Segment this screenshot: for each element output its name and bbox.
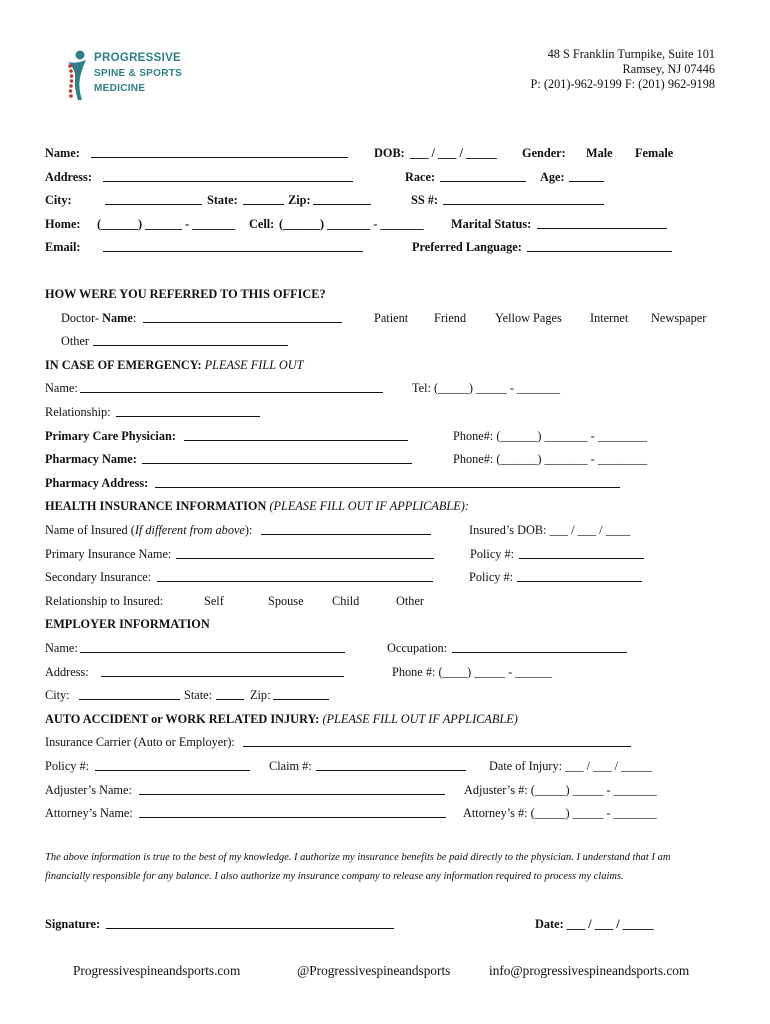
- gender-male-option[interactable]: Male: [586, 146, 613, 160]
- signature-field[interactable]: [106, 918, 394, 929]
- employer-zip-field[interactable]: [273, 689, 329, 700]
- pharmacy-address-field[interactable]: [155, 477, 620, 488]
- occupation-field[interactable]: [452, 642, 627, 653]
- cell-phone-label: Cell:: [249, 217, 275, 231]
- employer-city-field[interactable]: [79, 689, 180, 700]
- zip-field[interactable]: [313, 194, 371, 205]
- referral-option-yellow-pages[interactable]: Yellow Pages: [495, 311, 562, 325]
- primary-insurance-field[interactable]: [176, 548, 434, 559]
- footer-social[interactable]: @Progressivespineandsports: [297, 963, 451, 978]
- home-phone-label: Home:: [45, 217, 81, 231]
- primary-insurance-label: Primary Insurance Name:: [45, 547, 172, 561]
- email-field[interactable]: [103, 241, 363, 252]
- employer-state-field[interactable]: [216, 689, 244, 700]
- logo-line-1: PROGRESSIVE: [94, 52, 182, 64]
- employer-city-label: City:: [45, 688, 70, 702]
- referral-other-field[interactable]: [93, 335, 288, 346]
- language-field[interactable]: [527, 241, 672, 252]
- ss-label: SS #:: [411, 193, 438, 207]
- address-label: Address:: [45, 170, 92, 184]
- employer-zip-label: Zip:: [250, 688, 271, 702]
- referral-doctor-field[interactable]: [143, 312, 342, 323]
- relationship-option-spouse[interactable]: Spouse: [268, 594, 304, 608]
- employer-phone-field[interactable]: Phone #: (____) _____ - ______: [392, 665, 553, 679]
- logo: [58, 48, 218, 102]
- carrier-label: Insurance Carrier (Auto or Employer):: [45, 735, 235, 749]
- employer-heading: EMPLOYER INFORMATION: [45, 617, 210, 631]
- marital-status-label: Marital Status:: [451, 217, 532, 231]
- footer-email[interactable]: info@progressivespineandsports.com: [489, 963, 690, 978]
- referral-other-label: Other: [61, 334, 89, 348]
- race-label: Race:: [405, 170, 436, 184]
- emergency-relationship-field[interactable]: [116, 406, 260, 417]
- policy-2-field[interactable]: [517, 571, 642, 582]
- footer-website[interactable]: Progressivespineandsports.com: [73, 963, 241, 978]
- relationship-to-insured-label: Relationship to Insured:: [45, 594, 164, 608]
- race-field[interactable]: [440, 171, 526, 182]
- age-label: Age:: [540, 170, 565, 184]
- auto-heading-text: AUTO ACCIDENT or WORK RELATED INJURY:: [45, 712, 320, 726]
- insurance-heading-text: HEALTH INSURANCE INFORMATION: [45, 499, 267, 513]
- relationship-option-self[interactable]: Self: [204, 594, 224, 608]
- doctor-name-text: Name: [102, 311, 133, 325]
- occupation-label: Occupation:: [387, 641, 448, 655]
- emergency-name-field[interactable]: [80, 382, 383, 393]
- insurance-heading: [45, 500, 469, 512]
- referral-option-newspaper[interactable]: Newspaper: [651, 311, 707, 325]
- statement-line-2: financially responsible for any balance. I also authorize my insurance company to release any information required to process my claims.: [45, 871, 624, 882]
- pcp-field[interactable]: [184, 430, 408, 441]
- signature-date-field[interactable]: Date: ___ / ___ / _____: [535, 917, 654, 931]
- employer-name-field[interactable]: [80, 642, 345, 653]
- employer-name-label: Name:: [45, 641, 78, 655]
- policy-2-label: Policy #:: [469, 570, 514, 584]
- pharmacy-address-label: Pharmacy Address:: [45, 476, 149, 490]
- office-city: Ramsey, NJ 07446: [622, 62, 715, 76]
- statement-line-1: The above information is true to the best of my knowledge. I authorize my insurance benefits be paid directly to the physician. I understand that I am: [45, 852, 671, 863]
- age-field[interactable]: [569, 171, 604, 182]
- secondary-insurance-field[interactable]: [157, 571, 433, 582]
- auto-policy-field[interactable]: [95, 760, 250, 771]
- gender-label: Gender:: [522, 146, 566, 160]
- employer-state-label: State:: [184, 688, 213, 702]
- email-label: Email:: [45, 240, 81, 254]
- insured-name-label: [45, 524, 252, 536]
- secondary-insurance-label: Secondary Insurance:: [45, 570, 152, 584]
- spine-figure-logo-icon: [58, 48, 92, 102]
- relationship-option-other[interactable]: Other: [396, 594, 424, 608]
- auto-heading-note: (PLEASE FILL OUT IF APPLICABLE): [322, 712, 518, 726]
- referral-doctor-label: Doctor- Name:: [61, 311, 137, 325]
- relationship-option-child[interactable]: Child: [332, 594, 360, 608]
- language-label: Preferred Language:: [412, 240, 522, 254]
- attorney-phone-field[interactable]: Attorney’s #: (_____) _____ - _______: [463, 806, 657, 820]
- adjuster-phone-field[interactable]: Adjuster’s #: (_____) _____ - _______: [464, 783, 657, 797]
- auto-policy-label: Policy #:: [45, 759, 90, 773]
- policy-1-label: Policy #:: [470, 547, 515, 561]
- pharmacy-phone-field[interactable]: Phone#: (______) _______ - ________: [453, 452, 648, 466]
- emergency-heading-text: IN CASE OF EMERGENCY:: [45, 358, 202, 372]
- claim-label: Claim #:: [269, 759, 312, 773]
- emergency-relationship-label: Relationship:: [45, 405, 111, 419]
- referral-option-patient[interactable]: Patient: [374, 311, 409, 325]
- address-field[interactable]: [103, 171, 353, 182]
- state-label: State:: [207, 193, 238, 207]
- adjuster-name-label: Adjuster’s Name:: [45, 783, 132, 797]
- attorney-name-label: Attorney’s Name:: [45, 806, 133, 820]
- emergency-tel-field[interactable]: Tel: (_____) _____ - _______: [412, 381, 561, 395]
- state-field[interactable]: [243, 194, 284, 205]
- policy-1-field[interactable]: [519, 548, 644, 559]
- logo-line-3: MEDICINE: [94, 83, 146, 94]
- insured-name-text-a: Name of Insured (: [45, 523, 135, 537]
- insurance-heading-note: (PLEASE FILL OUT IF APPLICABLE):: [269, 499, 469, 513]
- referral-option-internet[interactable]: Internet: [590, 311, 629, 325]
- insured-name-text-italic: If different from above: [134, 523, 245, 537]
- dob-field[interactable]: ___ / ___ / _____: [410, 146, 497, 160]
- emergency-name-label: Name:: [45, 381, 78, 395]
- zip-label: Zip:: [288, 193, 311, 207]
- injury-date-field[interactable]: Date of Injury: ___ / ___ / _____: [489, 759, 652, 773]
- marital-status-field[interactable]: [537, 218, 667, 229]
- office-phone-fax: P: (201)-962-9199 F: (201) 962-9198: [530, 77, 715, 91]
- city-field[interactable]: [105, 194, 202, 205]
- pcp-label: Primary Care Physician:: [45, 429, 176, 443]
- gender-female-option[interactable]: Female: [635, 146, 674, 160]
- dob-label: DOB:: [374, 146, 405, 160]
- logo-line-2: SPINE & SPORTS: [94, 68, 183, 79]
- pharmacy-name-field[interactable]: [142, 453, 412, 464]
- emergency-heading-note: PLEASE FILL OUT: [204, 358, 304, 372]
- carrier-field[interactable]: [243, 736, 631, 747]
- insured-name-text-b: ):: [244, 523, 253, 537]
- employer-address-field[interactable]: [101, 666, 344, 677]
- attorney-name-field[interactable]: [139, 807, 446, 818]
- insured-name-field[interactable]: [261, 524, 431, 535]
- city-label: City:: [45, 193, 72, 207]
- name-label: Name:: [45, 146, 80, 160]
- employer-address-label: Address:: [45, 665, 89, 679]
- cell-phone-field[interactable]: (______) _______ - _______: [279, 217, 424, 231]
- ss-field[interactable]: [443, 194, 604, 205]
- adjuster-name-field[interactable]: [139, 784, 445, 795]
- insured-dob-field[interactable]: Insured’s DOB: ___ / ___ / ____: [469, 523, 631, 537]
- pcp-phone-field[interactable]: Phone#: (______) _______ - ________: [453, 429, 648, 443]
- claim-field[interactable]: [316, 760, 466, 771]
- home-phone-field[interactable]: (______) ______ - _______: [97, 217, 236, 231]
- referral-option-friend[interactable]: Friend: [434, 311, 467, 325]
- referral-heading: HOW WERE YOU REFERRED TO THIS OFFICE?: [45, 287, 326, 301]
- office-street: 48 S Franklin Turnpike, Suite 101: [547, 47, 715, 61]
- name-field[interactable]: [91, 147, 348, 158]
- pharmacy-name-label: Pharmacy Name:: [45, 452, 137, 466]
- doctor-text: Doctor-: [61, 311, 99, 325]
- signature-label: Signature:: [45, 917, 101, 931]
- auto-heading: [45, 713, 518, 725]
- emergency-heading: [45, 359, 304, 371]
